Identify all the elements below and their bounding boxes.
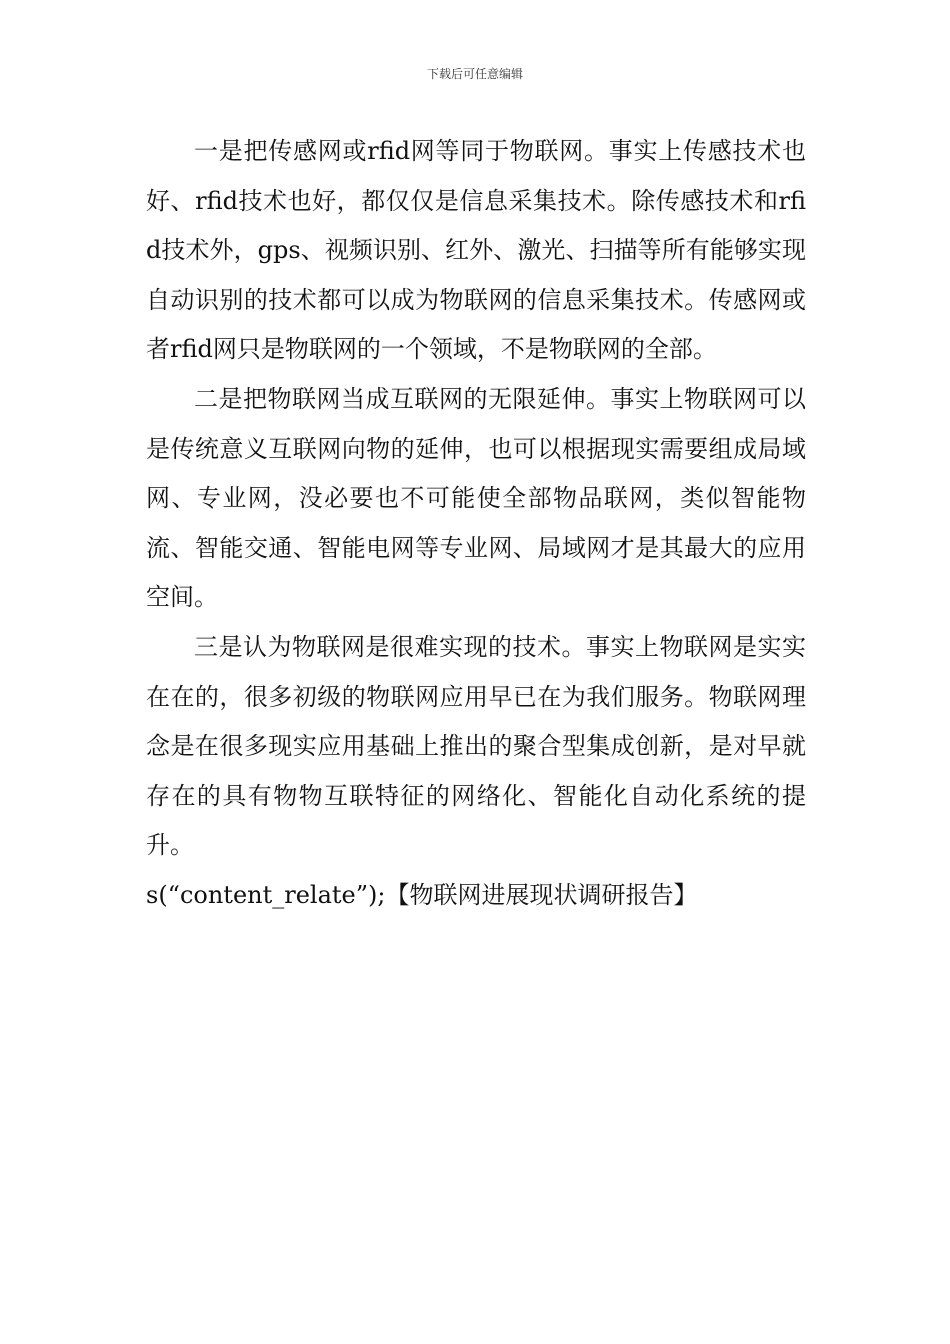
document-body	[146, 127, 806, 921]
related-content-line: s(“content_relate”);【物联网进展现状调研报告】	[146, 880, 698, 909]
paragraph-2: 二是把物联网当成互联网的无限延伸。事实上物联网可以是传统意义互联网向物的延伸，也可以根据现实需要组成局域网、专业网，没必要也不可能使全部物品联网，类似智能物流、智能交通、智能电网等专业网、局域网才是其最大的应用空间。	[146, 384, 806, 612]
header-note: 下载后可任意编辑	[426, 67, 523, 81]
paragraph-3: 三是认为物联网是很难实现的技术。事实上物联网是实实在在的，很多初级的物联网应用早已在为我们服务。物联网理念是在很多现实应用基础上推出的聚合型集成创新，是对早就存在的具有物物互联特征的网络化、智能化自动化系统的提升。	[146, 632, 806, 860]
paragraph-1: 一是把传感网或rfid网等同于物联网。事实上传感技术也好、rfid技术也好，都仅仅是信息采集技术。除传感技术和rfid技术外，gps、视频识别、红外、激光、扫描等所有能够实现自动识别的技术都可以成为物联网的信息采集技术。传感网或者rfid网只是物联网的一个领域，不是物联网的全部。	[146, 137, 806, 364]
